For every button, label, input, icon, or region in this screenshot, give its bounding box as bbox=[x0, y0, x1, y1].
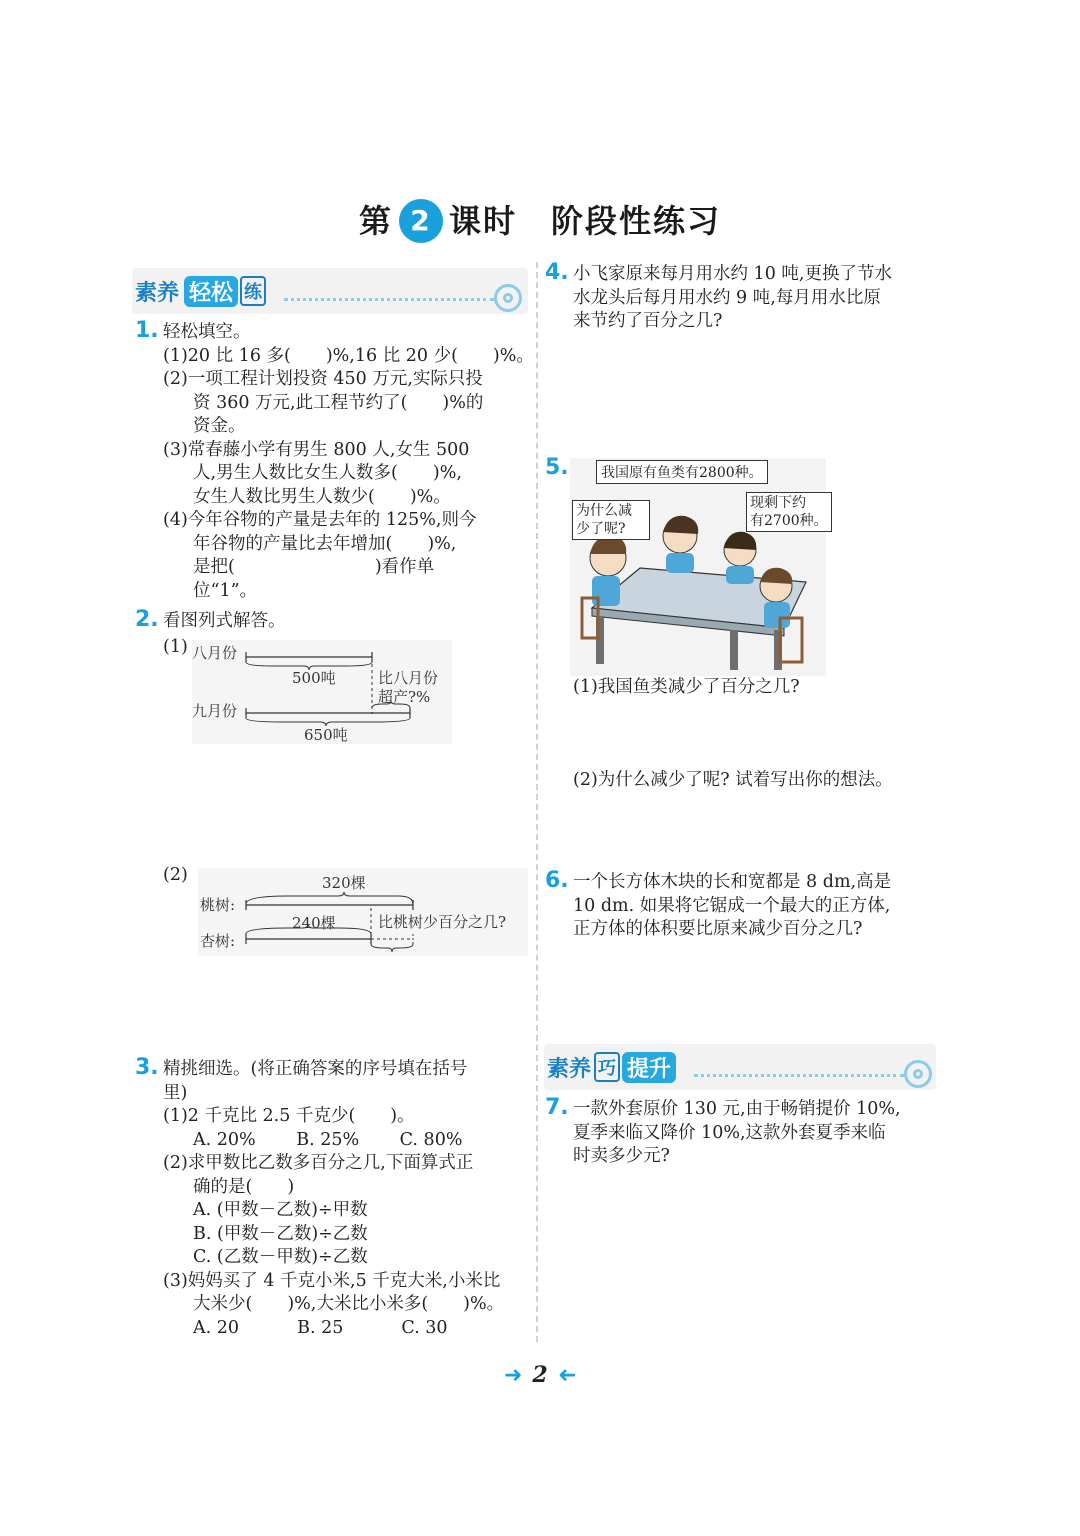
target-icon bbox=[494, 284, 522, 312]
section-header-skill-improve: 素养 巧 提升 bbox=[544, 1044, 936, 1090]
segment-lines-2 bbox=[198, 868, 528, 956]
question-number: 5. bbox=[545, 455, 569, 480]
question-4: 小飞家原来每月用水约 10 吨,更换了节水 水龙头后每月用水约 9 吨,每月用水比原 来节约了百分之几? bbox=[573, 264, 892, 331]
segment-diagram-2: 320棵 桃树: 240棵 比桃树少百分之几? 杏树: bbox=[198, 868, 528, 956]
illustration-children-at-table bbox=[570, 458, 826, 676]
question-number: 1. bbox=[135, 318, 159, 343]
question-number: 3. bbox=[135, 1055, 159, 1080]
q2-part-2-label: (2) bbox=[163, 865, 188, 885]
page-number: ➜ 2 ➜ bbox=[503, 1362, 577, 1388]
section-header-easy-practice: 素养 轻松 练 bbox=[132, 268, 528, 314]
question-number: 2. bbox=[135, 607, 159, 632]
arrow-right-icon: ➜ bbox=[503, 1363, 523, 1388]
q5-sub-1: (1)我国鱼类减少了百分之几? bbox=[573, 677, 800, 697]
question-6: 一个长方体木块的长和宽都是 8 dm,高是 10 dm. 如果将它锯成一个最大的正方体, 正方体的体积要比原来减少百分之几? bbox=[573, 872, 892, 939]
q5-sub-2: (2)为什么减少了呢? 试着写出你的想法。 bbox=[573, 770, 893, 790]
segment-diagram-1: 八月份 500吨 比八月份 超产?% 九月份 650吨 bbox=[192, 640, 452, 744]
speech-bubble: 现剩下约 有2700种。 bbox=[746, 492, 832, 532]
question-number: 4. bbox=[545, 260, 569, 285]
q2-part-1-label: (1) bbox=[163, 637, 188, 657]
question-number: 7. bbox=[545, 1095, 569, 1120]
question-1: 轻松填空。 (1)20 比 16 多( )%,16 比 20 少( )%。 (2)一项工程计划投资 450 万元,实际只投 资 360 万元,此工程节约了( )%的 资金。 (3)常春藤小学有男生 800 人,女生 500 人,男生人数比女生人数多( )%, 女生人数比男生人数少( )%。 (4)今年谷物的产量是去年的 125%,则今 年谷物的产量比去年增加( )%, 是把( )看作单 位“1”。 bbox=[163, 322, 534, 601]
lesson-number-badge: 2 bbox=[399, 199, 443, 243]
segment-lines-1 bbox=[192, 640, 452, 744]
question-7: 一款外套原价 130 元,由于畅销提价 10%, 夏季来临又降价 10%,这款外套夏季来临 时卖多少元? bbox=[573, 1099, 901, 1166]
question-2-text: 看图列式解答。 bbox=[163, 611, 286, 631]
column-divider bbox=[536, 262, 538, 1342]
question-3: 精挑细选。(将正确答案的序号填在括号 里) (1)2 千克比 2.5 千克少( )。 A. 20% B. 25% C. 80% (2)求甲数比乙数多百分之几,下面算式正 确的是( ) A. (甲数－乙数)÷甲数 B. (甲数－乙数)÷乙数 C. (乙数－甲数)÷乙数 (3)妈妈买了 4 千克小米,5 千克大米,小米比 大米少( )%,大米比小米多( )%。 A. 20 B. 25 C. 30 bbox=[163, 1059, 505, 1338]
target-icon bbox=[904, 1060, 932, 1088]
page-title: 第 2 课时 阶段性练习 bbox=[0, 196, 1080, 243]
speech-bubble: 我国原有鱼类有2800种。 bbox=[596, 460, 768, 484]
question-number: 6. bbox=[545, 868, 569, 893]
arrow-left-icon: ➜ bbox=[557, 1363, 577, 1388]
children-table-drawing bbox=[570, 458, 826, 676]
speech-bubble: 为什么减 少了呢? bbox=[572, 500, 650, 540]
